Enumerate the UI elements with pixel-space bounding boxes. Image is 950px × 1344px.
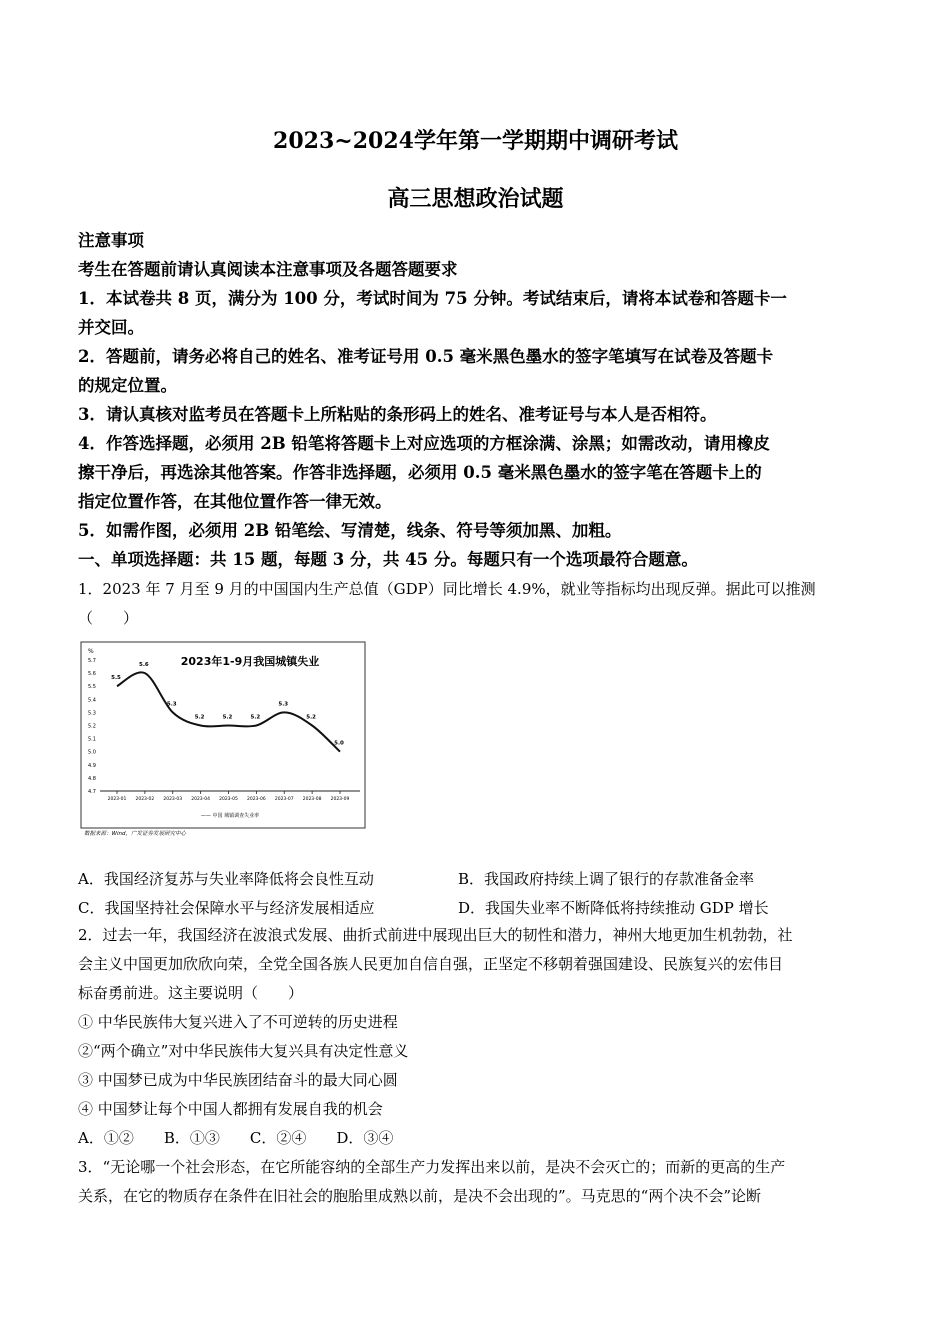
notice-item-2-cont: 的规定位置。: [78, 376, 177, 395]
chart-y-unit: %: [88, 648, 94, 655]
x-tick-label: 2023-09: [330, 797, 350, 802]
q2-statement-1: ① 中华民族伟大复兴进入了不可逆转的历史进程: [78, 1013, 398, 1031]
q3-stem-line-1: 3．“无论哪一个社会形态，在它所能容纳的全部生产力发挥出来以前，是决不会灭亡的；而新的更高的生产: [78, 1158, 786, 1176]
x-tick-label: 2023-06: [246, 797, 266, 802]
y-tick-label: 5.1: [88, 736, 96, 743]
q2-statement-2: ②“两个确立”对中华民族伟大复兴具有决定性意义: [78, 1042, 409, 1060]
x-tick-label: 2023-01: [107, 797, 127, 802]
x-tick-label: 2023-03: [163, 797, 183, 802]
q2-stem-line-1: 2．过去一年，我国经济在波浪式发展、曲折式前进中展现出巨大的韧性和潜力，神州大地更加生机勃勃，社: [78, 926, 793, 944]
notice-item-4-cont1: 擦干净后，再选涂其他答案。作答非选择题，必须用 0.5 毫米黑色墨水的签字笔在答题卡上的: [78, 463, 762, 482]
q1-option-d[interactable]: D．我国失业率不断降低将持续推动 GDP 增长: [458, 899, 769, 917]
data-label: 5.0: [334, 740, 344, 747]
y-tick-label: 4.9: [88, 762, 96, 769]
y-tick-label: 4.7: [88, 789, 96, 795]
data-label: 5.2: [194, 714, 205, 721]
x-tick-label: 2023-02: [135, 797, 155, 802]
notice-item-2: 2．答题前，请务必将自己的姓名、准考证号用 0.5 毫米黑色墨水的签字笔填写在试卷及答题卡: [78, 347, 774, 366]
q2-stem-line-3: 标奋勇前进。这主要说明（ ）: [78, 984, 304, 1002]
data-label: 5.5: [111, 675, 121, 682]
q2-choice-a[interactable]: A．①②: [78, 1129, 134, 1147]
q1-option-c[interactable]: C．我国坚持社会保障水平与经济发展相适应: [78, 899, 375, 917]
unemployment-chart-svg: [80, 641, 366, 837]
y-tick-label: 5.5: [88, 684, 96, 691]
x-tick-label: 2023-07: [274, 797, 294, 802]
chart-source: 数据来源：Wind，广发证券发展研究中心: [84, 831, 186, 837]
q2-stem-line-2: 会主义中国更加欣欣向荣，全党全国各族人民更加自信自强，正坚定不移朝着强国建设、民族复兴的宏伟目: [78, 955, 784, 973]
q2-statement-3: ③ 中国梦已成为中华民族团结奋斗的最大同心圆: [78, 1071, 398, 1089]
notice-intro: 考生在答题前请认真阅读本注意事项及各题答题要求: [78, 260, 458, 279]
exam-title: 2023~2024学年第一学期期中调研考试: [273, 128, 678, 154]
chart-title: 2023年1-9月我国城镇失业: [180, 655, 320, 668]
unemployment-series-line: [117, 672, 340, 751]
y-tick-label: 5.3: [88, 710, 96, 717]
q2-choice-d[interactable]: D．③④: [336, 1129, 394, 1147]
q2-choice-b[interactable]: B．①③: [163, 1129, 220, 1147]
notice-item-4-cont2: 指定位置作答，在其他位置作答一律无效。: [78, 492, 392, 511]
data-label: 5.6: [139, 662, 149, 669]
y-tick-label: 5.7: [88, 658, 96, 664]
notice-item-1: 1．本试卷共 8 页，满分为 100 分，考试时间为 75 分钟。考试结束后，请将本试卷和答题卡一: [78, 289, 787, 308]
data-label: 5.2: [250, 714, 261, 721]
y-tick-label: 5.4: [88, 697, 96, 704]
x-tick-label: 2023-05: [219, 797, 238, 802]
y-tick-label: 4.8: [88, 775, 96, 782]
notice-item-5: 5．如需作图，必须用 2B 铅笔绘、写清楚，线条、符号等须加黑、加粗。: [78, 521, 622, 540]
q3-stem-line-2: 关系，在它的物质存在条件在旧社会的胞胎里成熟以前，是决不会出现的”。马克思的“两个决不会”论断: [78, 1187, 762, 1205]
q2-choice-c[interactable]: C．②④: [249, 1129, 307, 1147]
notice-heading: 注意事项: [78, 231, 144, 250]
q1-option-b[interactable]: B．我国政府持续上调了银行的存款准备金率: [458, 870, 755, 888]
notice-item-1-cont: 并交回。: [78, 318, 144, 337]
x-tick-label: 2023-08: [302, 797, 322, 802]
data-label: 5.2: [306, 714, 316, 721]
exam-subtitle: 高三思想政治试题: [387, 186, 564, 212]
data-label: 5.2: [222, 714, 233, 721]
q2-choices: [78, 1124, 873, 1153]
y-tick-label: 5.6: [88, 671, 96, 678]
data-label: 5.3: [166, 701, 177, 708]
q1-stem: 1．2023 年 7 月至 9 月的中国国内生产总值（GDP）同比增长 4.9%，就业等指标均出现反弹。据此可以推测: [78, 580, 816, 598]
q1-option-a[interactable]: A．我国经济复苏与失业率降低将会良性互动: [78, 870, 374, 888]
notice-item-3: 3．请认真核对监考员在答题卡上所粘贴的条形码上的姓名、准考证号与本人是否相符。: [78, 405, 717, 424]
chart-legend: —— 中国 城镇调查失业率: [200, 813, 260, 819]
y-tick-label: 5.0: [88, 749, 96, 756]
section-1-heading: 一、单项选择题：共 15 题，每题 3 分，共 45 分。每题只有一个选项最符合题意。: [78, 550, 698, 569]
y-tick-label: 5.2: [88, 723, 96, 730]
notice-item-4: 4．作答选择题，必须用 2B 铅笔将答题卡上对应选项的方框涂满、涂黑；如需改动，请用橡皮: [78, 434, 770, 453]
q1-stem-bracket: （ ）: [78, 609, 139, 627]
data-label: 5.3: [278, 701, 289, 708]
q2-statement-4: ④ 中国梦让每个中国人都拥有发展自我的机会: [78, 1100, 383, 1118]
unemployment-chart: [80, 641, 366, 837]
x-tick-label: 2023-04: [191, 797, 211, 802]
